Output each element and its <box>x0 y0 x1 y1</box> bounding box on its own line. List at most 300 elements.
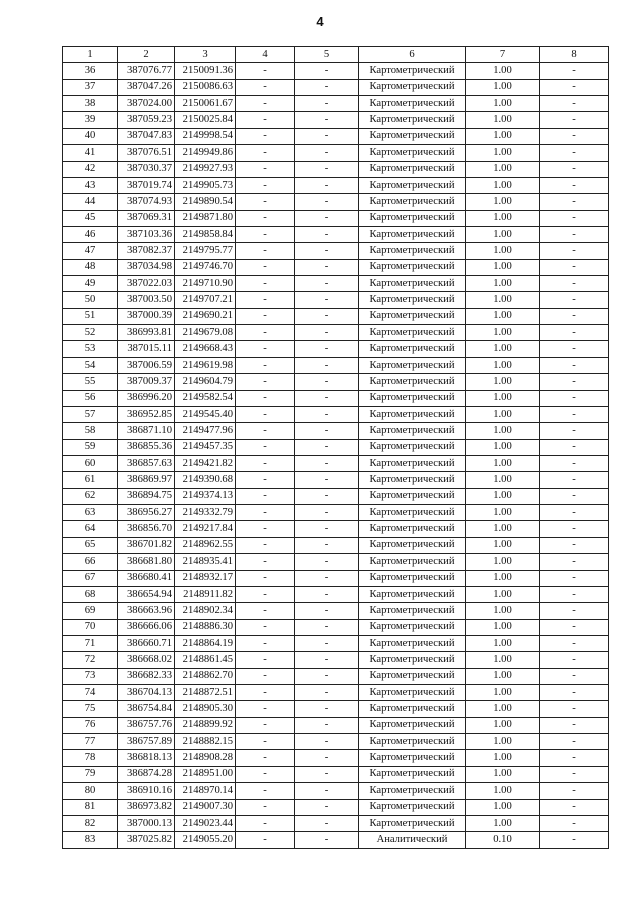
col5-cell: - <box>295 652 359 668</box>
col8-cell: - <box>540 112 609 128</box>
col5-cell: - <box>295 570 359 586</box>
col5-cell: - <box>295 259 359 275</box>
table-row <box>63 226 609 242</box>
col4-cell: - <box>236 734 295 750</box>
method-cell: Картометрический <box>359 799 466 815</box>
point-number-cell: 38 <box>63 96 118 112</box>
accuracy-cell: 1.00 <box>466 570 540 586</box>
col4-cell: - <box>236 488 295 504</box>
accuracy-cell: 1.00 <box>466 815 540 831</box>
point-number-cell: 79 <box>63 766 118 782</box>
point-number-cell: 77 <box>63 734 118 750</box>
col8-cell: - <box>540 357 609 373</box>
col5-cell: - <box>295 423 359 439</box>
y-coordinate-cell: 2149332.79 <box>175 505 236 521</box>
point-number-cell: 62 <box>63 488 118 504</box>
x-coordinate-cell: 386973.82 <box>118 799 175 815</box>
col8-cell: - <box>540 161 609 177</box>
col8-cell: - <box>540 783 609 799</box>
header-row <box>63 47 609 63</box>
col8-cell: - <box>540 505 609 521</box>
method-cell: Картометрический <box>359 619 466 635</box>
col4-cell: - <box>236 832 295 848</box>
accuracy-cell: 1.00 <box>466 488 540 504</box>
accuracy-cell: 1.00 <box>466 276 540 292</box>
table-row <box>63 799 609 815</box>
accuracy-cell: 1.00 <box>466 423 540 439</box>
point-number-cell: 67 <box>63 570 118 586</box>
table-body <box>63 63 609 848</box>
table-row <box>63 783 609 799</box>
point-number-cell: 82 <box>63 815 118 831</box>
x-coordinate-cell: 387006.59 <box>118 357 175 373</box>
point-number-cell: 47 <box>63 243 118 259</box>
col8-cell: - <box>540 799 609 815</box>
method-cell: Картометрический <box>359 406 466 422</box>
col4-cell: - <box>236 226 295 242</box>
x-coordinate-cell: 386666.06 <box>118 619 175 635</box>
y-coordinate-cell: 2149949.86 <box>175 145 236 161</box>
col4-cell: - <box>236 292 295 308</box>
x-coordinate-cell: 386704.13 <box>118 685 175 701</box>
point-number-cell: 70 <box>63 619 118 635</box>
x-coordinate-cell: 386754.84 <box>118 701 175 717</box>
point-number-cell: 64 <box>63 521 118 537</box>
point-number-cell: 74 <box>63 685 118 701</box>
accuracy-cell: 1.00 <box>466 292 540 308</box>
table-row <box>63 79 609 95</box>
accuracy-cell: 1.00 <box>466 799 540 815</box>
col8-cell: - <box>540 177 609 193</box>
point-number-cell: 44 <box>63 194 118 210</box>
x-coordinate-cell: 386680.41 <box>118 570 175 586</box>
col5-cell: - <box>295 406 359 422</box>
point-number-cell: 80 <box>63 783 118 799</box>
col8-cell: - <box>540 635 609 651</box>
accuracy-cell: 1.00 <box>466 177 540 193</box>
x-coordinate-cell: 386855.36 <box>118 439 175 455</box>
table-row <box>63 177 609 193</box>
y-coordinate-cell: 2149890.54 <box>175 194 236 210</box>
col5-cell: - <box>295 488 359 504</box>
x-coordinate-cell: 386871.10 <box>118 423 175 439</box>
point-number-cell: 52 <box>63 325 118 341</box>
accuracy-cell: 1.00 <box>466 734 540 750</box>
method-cell: Картометрический <box>359 210 466 226</box>
point-number-cell: 72 <box>63 652 118 668</box>
method-cell: Картометрический <box>359 423 466 439</box>
x-coordinate-cell: 387074.93 <box>118 194 175 210</box>
method-cell: Картометрический <box>359 701 466 717</box>
col8-cell: - <box>540 619 609 635</box>
x-coordinate-cell: 386681.80 <box>118 554 175 570</box>
method-cell: Картометрический <box>359 374 466 390</box>
point-number-cell: 45 <box>63 210 118 226</box>
col5-cell: - <box>295 815 359 831</box>
page-number: 4 <box>316 14 324 29</box>
table-row <box>63 570 609 586</box>
y-coordinate-cell: 2149582.54 <box>175 390 236 406</box>
col5-cell: - <box>295 325 359 341</box>
col4-cell: - <box>236 505 295 521</box>
y-coordinate-cell: 2149871.80 <box>175 210 236 226</box>
point-number-cell: 39 <box>63 112 118 128</box>
col8-cell: - <box>540 63 609 79</box>
accuracy-cell: 1.00 <box>466 357 540 373</box>
y-coordinate-cell: 2149421.82 <box>175 455 236 471</box>
table-row <box>63 161 609 177</box>
table-row <box>63 488 609 504</box>
col4-cell: - <box>236 161 295 177</box>
col5-cell: - <box>295 63 359 79</box>
method-cell: Картометрический <box>359 145 466 161</box>
accuracy-cell: 1.00 <box>466 586 540 602</box>
col5-cell: - <box>295 308 359 324</box>
x-coordinate-cell: 387030.37 <box>118 161 175 177</box>
method-cell: Картометрический <box>359 488 466 504</box>
col5-cell: - <box>295 472 359 488</box>
x-coordinate-cell: 387019.74 <box>118 177 175 193</box>
table-row <box>63 276 609 292</box>
method-cell: Картометрический <box>359 96 466 112</box>
col4-cell: - <box>236 63 295 79</box>
method-cell: Картометрический <box>359 308 466 324</box>
accuracy-cell: 1.00 <box>466 750 540 766</box>
col4-cell: - <box>236 750 295 766</box>
y-coordinate-cell: 2150061.67 <box>175 96 236 112</box>
col8-cell: - <box>540 521 609 537</box>
x-coordinate-cell: 387003.50 <box>118 292 175 308</box>
col5-cell: - <box>295 390 359 406</box>
table-row <box>63 472 609 488</box>
method-cell: Картометрический <box>359 586 466 602</box>
col5-cell: - <box>295 210 359 226</box>
y-coordinate-cell: 2149858.84 <box>175 226 236 242</box>
y-coordinate-cell: 2149055.20 <box>175 832 236 848</box>
header-cell: 8 <box>540 47 609 63</box>
y-coordinate-cell: 2148951.00 <box>175 766 236 782</box>
x-coordinate-cell: 387034.98 <box>118 259 175 275</box>
x-coordinate-cell: 386996.20 <box>118 390 175 406</box>
y-coordinate-cell: 2149690.21 <box>175 308 236 324</box>
col4-cell: - <box>236 521 295 537</box>
point-number-cell: 56 <box>63 390 118 406</box>
x-coordinate-cell: 387022.03 <box>118 276 175 292</box>
table-row <box>63 537 609 553</box>
accuracy-cell: 1.00 <box>466 243 540 259</box>
col8-cell: - <box>540 341 609 357</box>
header-cell: 3 <box>175 47 236 63</box>
method-cell: Картометрический <box>359 668 466 684</box>
col4-cell: - <box>236 374 295 390</box>
accuracy-cell: 1.00 <box>466 505 540 521</box>
col4-cell: - <box>236 586 295 602</box>
y-coordinate-cell: 2148935.41 <box>175 554 236 570</box>
col5-cell: - <box>295 128 359 144</box>
col8-cell: - <box>540 570 609 586</box>
col4-cell: - <box>236 357 295 373</box>
col5-cell: - <box>295 685 359 701</box>
col8-cell: - <box>540 488 609 504</box>
col4-cell: - <box>236 259 295 275</box>
method-cell: Картометрический <box>359 276 466 292</box>
col5-cell: - <box>295 341 359 357</box>
accuracy-cell: 1.00 <box>466 668 540 684</box>
col5-cell: - <box>295 734 359 750</box>
col5-cell: - <box>295 750 359 766</box>
point-number-cell: 49 <box>63 276 118 292</box>
point-number-cell: 78 <box>63 750 118 766</box>
col4-cell: - <box>236 783 295 799</box>
method-cell: Картометрический <box>359 259 466 275</box>
x-coordinate-cell: 387082.37 <box>118 243 175 259</box>
x-coordinate-cell: 386993.81 <box>118 325 175 341</box>
x-coordinate-cell: 386654.94 <box>118 586 175 602</box>
col5-cell: - <box>295 783 359 799</box>
col4-cell: - <box>236 668 295 684</box>
table-row <box>63 439 609 455</box>
col4-cell: - <box>236 766 295 782</box>
col8-cell: - <box>540 603 609 619</box>
table-row <box>63 341 609 357</box>
accuracy-cell: 0.10 <box>466 832 540 848</box>
point-number-cell: 42 <box>63 161 118 177</box>
accuracy-cell: 1.00 <box>466 161 540 177</box>
method-cell: Картометрический <box>359 717 466 733</box>
accuracy-cell: 1.00 <box>466 685 540 701</box>
col8-cell: - <box>540 766 609 782</box>
col8-cell: - <box>540 308 609 324</box>
x-coordinate-cell: 387000.39 <box>118 308 175 324</box>
method-cell: Картометрический <box>359 685 466 701</box>
col8-cell: - <box>540 815 609 831</box>
table-row <box>63 423 609 439</box>
accuracy-cell: 1.00 <box>466 79 540 95</box>
col8-cell: - <box>540 210 609 226</box>
table-row <box>63 603 609 619</box>
y-coordinate-cell: 2149374.13 <box>175 488 236 504</box>
col5-cell: - <box>295 161 359 177</box>
accuracy-cell: 1.00 <box>466 537 540 553</box>
method-cell: Картометрический <box>359 112 466 128</box>
table-row <box>63 357 609 373</box>
col8-cell: - <box>540 292 609 308</box>
accuracy-cell: 1.00 <box>466 439 540 455</box>
accuracy-cell: 1.00 <box>466 325 540 341</box>
col8-cell: - <box>540 652 609 668</box>
col5-cell: - <box>295 799 359 815</box>
y-coordinate-cell: 2148862.70 <box>175 668 236 684</box>
col4-cell: - <box>236 701 295 717</box>
x-coordinate-cell: 386701.82 <box>118 537 175 553</box>
col4-cell: - <box>236 537 295 553</box>
point-number-cell: 61 <box>63 472 118 488</box>
method-cell: Картометрический <box>359 537 466 553</box>
x-coordinate-cell: 387025.82 <box>118 832 175 848</box>
y-coordinate-cell: 2149457.35 <box>175 439 236 455</box>
method-cell: Картометрический <box>359 455 466 471</box>
method-cell: Картометрический <box>359 226 466 242</box>
y-coordinate-cell: 2149007.30 <box>175 799 236 815</box>
table-row <box>63 635 609 651</box>
y-coordinate-cell: 2148905.30 <box>175 701 236 717</box>
col8-cell: - <box>540 96 609 112</box>
x-coordinate-cell: 386663.96 <box>118 603 175 619</box>
col8-cell: - <box>540 406 609 422</box>
accuracy-cell: 1.00 <box>466 635 540 651</box>
col8-cell: - <box>540 750 609 766</box>
col8-cell: - <box>540 717 609 733</box>
x-coordinate-cell: 386952.85 <box>118 406 175 422</box>
col5-cell: - <box>295 717 359 733</box>
x-coordinate-cell: 386869.97 <box>118 472 175 488</box>
col8-cell: - <box>540 226 609 242</box>
col4-cell: - <box>236 276 295 292</box>
col8-cell: - <box>540 668 609 684</box>
method-cell: Картометрический <box>359 390 466 406</box>
accuracy-cell: 1.00 <box>466 619 540 635</box>
col8-cell: - <box>540 325 609 341</box>
point-number-cell: 59 <box>63 439 118 455</box>
point-number-cell: 43 <box>63 177 118 193</box>
point-number-cell: 37 <box>63 79 118 95</box>
accuracy-cell: 1.00 <box>466 603 540 619</box>
method-cell: Картометрический <box>359 341 466 357</box>
y-coordinate-cell: 2149023.44 <box>175 815 236 831</box>
col5-cell: - <box>295 439 359 455</box>
col4-cell: - <box>236 308 295 324</box>
col5-cell: - <box>295 521 359 537</box>
col4-cell: - <box>236 603 295 619</box>
y-coordinate-cell: 2148902.34 <box>175 603 236 619</box>
header-cell: 4 <box>236 47 295 63</box>
col4-cell: - <box>236 112 295 128</box>
col4-cell: - <box>236 194 295 210</box>
accuracy-cell: 1.00 <box>466 96 540 112</box>
x-coordinate-cell: 386894.75 <box>118 488 175 504</box>
col5-cell: - <box>295 554 359 570</box>
method-cell: Картометрический <box>359 783 466 799</box>
point-number-cell: 54 <box>63 357 118 373</box>
accuracy-cell: 1.00 <box>466 210 540 226</box>
y-coordinate-cell: 2149604.79 <box>175 374 236 390</box>
y-coordinate-cell: 2148864.19 <box>175 635 236 651</box>
x-coordinate-cell: 387047.26 <box>118 79 175 95</box>
col8-cell: - <box>540 79 609 95</box>
col5-cell: - <box>295 145 359 161</box>
y-coordinate-cell: 2148861.45 <box>175 652 236 668</box>
col4-cell: - <box>236 341 295 357</box>
method-cell: Картометрический <box>359 521 466 537</box>
col5-cell: - <box>295 537 359 553</box>
point-number-cell: 75 <box>63 701 118 717</box>
point-number-cell: 51 <box>63 308 118 324</box>
accuracy-cell: 1.00 <box>466 701 540 717</box>
table-row <box>63 455 609 471</box>
col4-cell: - <box>236 177 295 193</box>
point-number-cell: 60 <box>63 455 118 471</box>
accuracy-cell: 1.00 <box>466 766 540 782</box>
col4-cell: - <box>236 96 295 112</box>
method-cell: Картометрический <box>359 570 466 586</box>
method-cell: Картометрический <box>359 177 466 193</box>
col5-cell: - <box>295 635 359 651</box>
method-cell: Картометрический <box>359 243 466 259</box>
accuracy-cell: 1.00 <box>466 63 540 79</box>
col4-cell: - <box>236 243 295 259</box>
method-cell: Картометрический <box>359 750 466 766</box>
method-cell: Картометрический <box>359 554 466 570</box>
y-coordinate-cell: 2148962.55 <box>175 537 236 553</box>
y-coordinate-cell: 2149679.08 <box>175 325 236 341</box>
col4-cell: - <box>236 472 295 488</box>
table-row <box>63 325 609 341</box>
x-coordinate-cell: 387103.36 <box>118 226 175 242</box>
col8-cell: - <box>540 832 609 848</box>
point-number-cell: 53 <box>63 341 118 357</box>
table-row <box>63 112 609 128</box>
col4-cell: - <box>236 717 295 733</box>
y-coordinate-cell: 2149927.93 <box>175 161 236 177</box>
y-coordinate-cell: 2149707.21 <box>175 292 236 308</box>
x-coordinate-cell: 386757.89 <box>118 734 175 750</box>
table-row <box>63 685 609 701</box>
point-number-cell: 73 <box>63 668 118 684</box>
accuracy-cell: 1.00 <box>466 259 540 275</box>
x-coordinate-cell: 387024.00 <box>118 96 175 112</box>
header-cell: 2 <box>118 47 175 63</box>
table-row <box>63 292 609 308</box>
accuracy-cell: 1.00 <box>466 390 540 406</box>
y-coordinate-cell: 2149668.43 <box>175 341 236 357</box>
method-cell: Картометрический <box>359 128 466 144</box>
accuracy-cell: 1.00 <box>466 472 540 488</box>
y-coordinate-cell: 2149795.77 <box>175 243 236 259</box>
y-coordinate-cell: 2150091.36 <box>175 63 236 79</box>
x-coordinate-cell: 387009.37 <box>118 374 175 390</box>
y-coordinate-cell: 2149390.68 <box>175 472 236 488</box>
point-number-cell: 83 <box>63 832 118 848</box>
y-coordinate-cell: 2148899.92 <box>175 717 236 733</box>
table-row <box>63 815 609 831</box>
coordinates-table <box>62 46 609 849</box>
method-cell: Картометрический <box>359 603 466 619</box>
table-row <box>63 750 609 766</box>
method-cell: Картометрический <box>359 439 466 455</box>
col4-cell: - <box>236 554 295 570</box>
accuracy-cell: 1.00 <box>466 717 540 733</box>
col4-cell: - <box>236 815 295 831</box>
point-number-cell: 65 <box>63 537 118 553</box>
col5-cell: - <box>295 619 359 635</box>
col5-cell: - <box>295 194 359 210</box>
col4-cell: - <box>236 145 295 161</box>
y-coordinate-cell: 2149710.90 <box>175 276 236 292</box>
x-coordinate-cell: 387076.77 <box>118 63 175 79</box>
x-coordinate-cell: 387047.83 <box>118 128 175 144</box>
accuracy-cell: 1.00 <box>466 226 540 242</box>
accuracy-cell: 1.00 <box>466 783 540 799</box>
method-cell: Картометрический <box>359 357 466 373</box>
accuracy-cell: 1.00 <box>466 374 540 390</box>
accuracy-cell: 1.00 <box>466 194 540 210</box>
col4-cell: - <box>236 423 295 439</box>
table-row <box>63 586 609 602</box>
col5-cell: - <box>295 177 359 193</box>
x-coordinate-cell: 386818.13 <box>118 750 175 766</box>
col4-cell: - <box>236 390 295 406</box>
col4-cell: - <box>236 406 295 422</box>
